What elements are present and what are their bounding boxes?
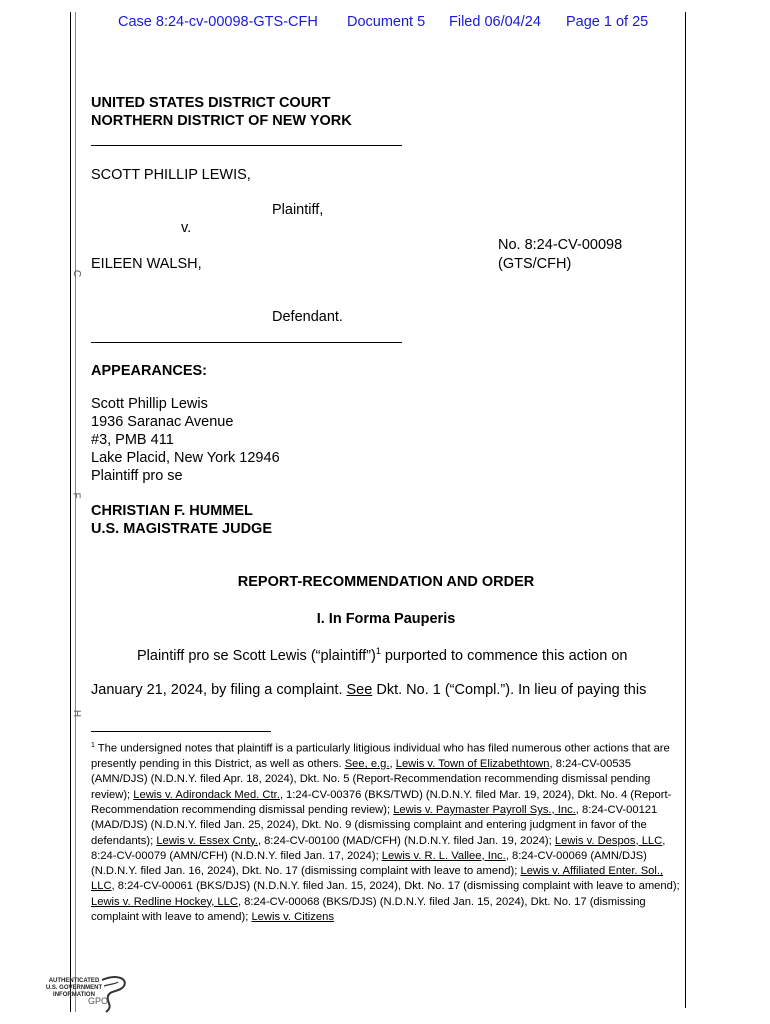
header-filed-date: Filed 06/04/24	[449, 14, 541, 30]
defendant-role: Defendant.	[272, 309, 343, 325]
body-line-1-text-a: Plaintiff pro se Scott Lewis (“plaintiff”)	[137, 647, 376, 664]
fn-text: , 8:24-CV-00079 (AMN/CFH) (N.D.N.Y. filed Jan. 17, 2024);	[91, 834, 666, 862]
fn-case-citation: Lewis v. Affiliated Enter. Sol., LLC	[91, 865, 664, 893]
section-heading: I. In Forma Pauperis	[316, 611, 456, 627]
court-line-2: NORTHERN DISTRICT OF NEW YORK	[91, 113, 352, 129]
fn-case-citation: Lewis v. Despos, LLC	[554, 834, 663, 847]
fn-text: , 8:24-CV-00121 (MAD/DJS) (N.D.N.Y. filed Jan. 25, 2024), Dkt. No. 9 (dismissing complaint and entering judgment in favor of the defendants);	[91, 803, 658, 847]
left-margin-rule-inner	[75, 12, 76, 1012]
header-document: Document 5	[347, 14, 426, 30]
address-line: #3, PMB 411	[91, 432, 174, 448]
fn-text: , 8:24-CV-00100 (MAD/CFH) (N.D.N.Y. filed Jan. 19, 2024);	[257, 834, 555, 847]
plaintiff-address	[91, 395, 280, 485]
fn-case-citation: Lewis v. R. L. Vallee, Inc.	[381, 849, 506, 862]
see-signal: See	[346, 682, 373, 698]
fn-case-citation: Lewis v. Town of Elizabethtown	[395, 758, 550, 771]
body-line-2-text-b: Dkt. No. 1 (“Compl.”). In lieu of paying this	[372, 682, 647, 698]
gpo-line-3: INFORMATION	[53, 992, 95, 998]
case-number-line-2: (GTS/CFH)	[498, 256, 572, 272]
fn-case-citation: Lewis v. Redline Hockey, LLC	[91, 895, 238, 908]
gpo-line-2: U.S. GOVERNMENT	[45, 985, 103, 991]
body-line-1-text-b: purported to commence this action on	[380, 647, 628, 664]
footnote-ref[interactable]: 1	[375, 646, 381, 656]
fn-case-citation: Lewis v. Adirondack Med. Ctr.	[133, 788, 280, 801]
fn-text: , 1:24-CV-00376 (BKS/TWD) (N.D.N.Y. filed Mar. 19, 2024), Dkt. No. 4 (Report-Recommendation recommending dismissal pending review);	[91, 788, 672, 816]
footnote-1	[91, 738, 681, 925]
fn-case-citation: Lewis v. Essex Cnty.	[156, 834, 258, 847]
margin-mark-f: F	[70, 492, 82, 499]
case-number-line-1: No. 8:24-CV-00098	[498, 237, 623, 253]
fn-case-citation: Lewis v. Paymaster Payroll Sys., Inc.	[393, 803, 576, 816]
fn-text: , 8:24-CV-00535 (AMN/DJS) (N.D.N.Y. filed Apr. 18, 2024), Dkt. No. 5 (Report-Recommendation recommending dismissal pending review);	[91, 758, 651, 801]
judge-block	[91, 502, 272, 538]
body-line-2-text-a: January 21, 2024, by filing a complaint.	[91, 682, 347, 698]
body-line-2	[91, 682, 646, 698]
fn-case-citation: Lewis v. Citizens	[251, 911, 334, 923]
header-case-number: Case 8:24-cv-00098-GTS-CFH	[118, 14, 318, 30]
appearances-heading: APPEARANCES:	[91, 363, 208, 379]
header-page: Page 1 of 25	[566, 14, 649, 30]
plaintiff-role: Plaintiff,	[272, 202, 324, 218]
body-line-1	[137, 646, 627, 664]
eagle-icon	[44, 972, 134, 1018]
gpo-authentication-logo	[44, 972, 134, 1018]
caption-rule-bottom	[91, 342, 402, 343]
versus: v.	[181, 220, 192, 236]
caption-rule-top	[91, 145, 402, 146]
fn-text: , 8:24-CV-00068 (BKS/DJS) (N.D.N.Y. filed Jan. 15, 2024), Dkt. No. 17 (dismissing complaint with leave to amend);	[91, 895, 646, 923]
right-margin-rule	[685, 12, 686, 1008]
fn-text: , 8:24-CV-00069 (AMN/DJS) (N.D.N.Y. filed Jan. 16, 2024), Dkt. No. 17 (dismissing complaint with leave to amend);	[91, 849, 647, 878]
court-name	[91, 94, 352, 130]
gpo-line-1: AUTHENTICATED	[48, 978, 100, 984]
judge-name: CHRISTIAN F. HUMMEL	[91, 503, 253, 519]
address-line: Lake Placid, New York 12946	[91, 450, 280, 466]
judge-title: U.S. MAGISTRATE JUDGE	[91, 521, 272, 537]
footnote-number: 1	[91, 742, 95, 749]
gpo-mark: GPO	[88, 996, 109, 1006]
defendant-name: EILEEN WALSH,	[91, 256, 202, 272]
fn-text: The undersigned notes that plaintiff is a particularly litigious individual who has filed numerous other actions that are presently pending in this District, as well as others.	[91, 742, 670, 771]
fn-text: ,	[389, 758, 396, 771]
fn-see-eg: See, e.g.	[344, 758, 390, 771]
plaintiff-name: SCOTT PHILLIP LEWIS,	[91, 167, 251, 183]
margin-mark-h: H	[71, 709, 83, 718]
document-title: REPORT-RECOMMENDATION AND ORDER	[237, 574, 535, 590]
left-margin-rule-outer	[70, 12, 71, 1012]
address-line: Plaintiff pro se	[91, 468, 183, 484]
footnote-separator	[91, 731, 271, 732]
margin-mark-c: C	[71, 269, 83, 278]
court-line-1: UNITED STATES DISTRICT COURT	[91, 95, 331, 111]
fn-text: , 8:24-CV-00061 (BKS/DJS) (N.D.N.Y. filed Jan. 15, 2024), Dkt. No. 17 (dismissing complaint with leave to amend);	[111, 880, 680, 893]
address-line: Scott Phillip Lewis	[91, 396, 208, 412]
address-line: 1936 Saranac Avenue	[91, 414, 234, 430]
